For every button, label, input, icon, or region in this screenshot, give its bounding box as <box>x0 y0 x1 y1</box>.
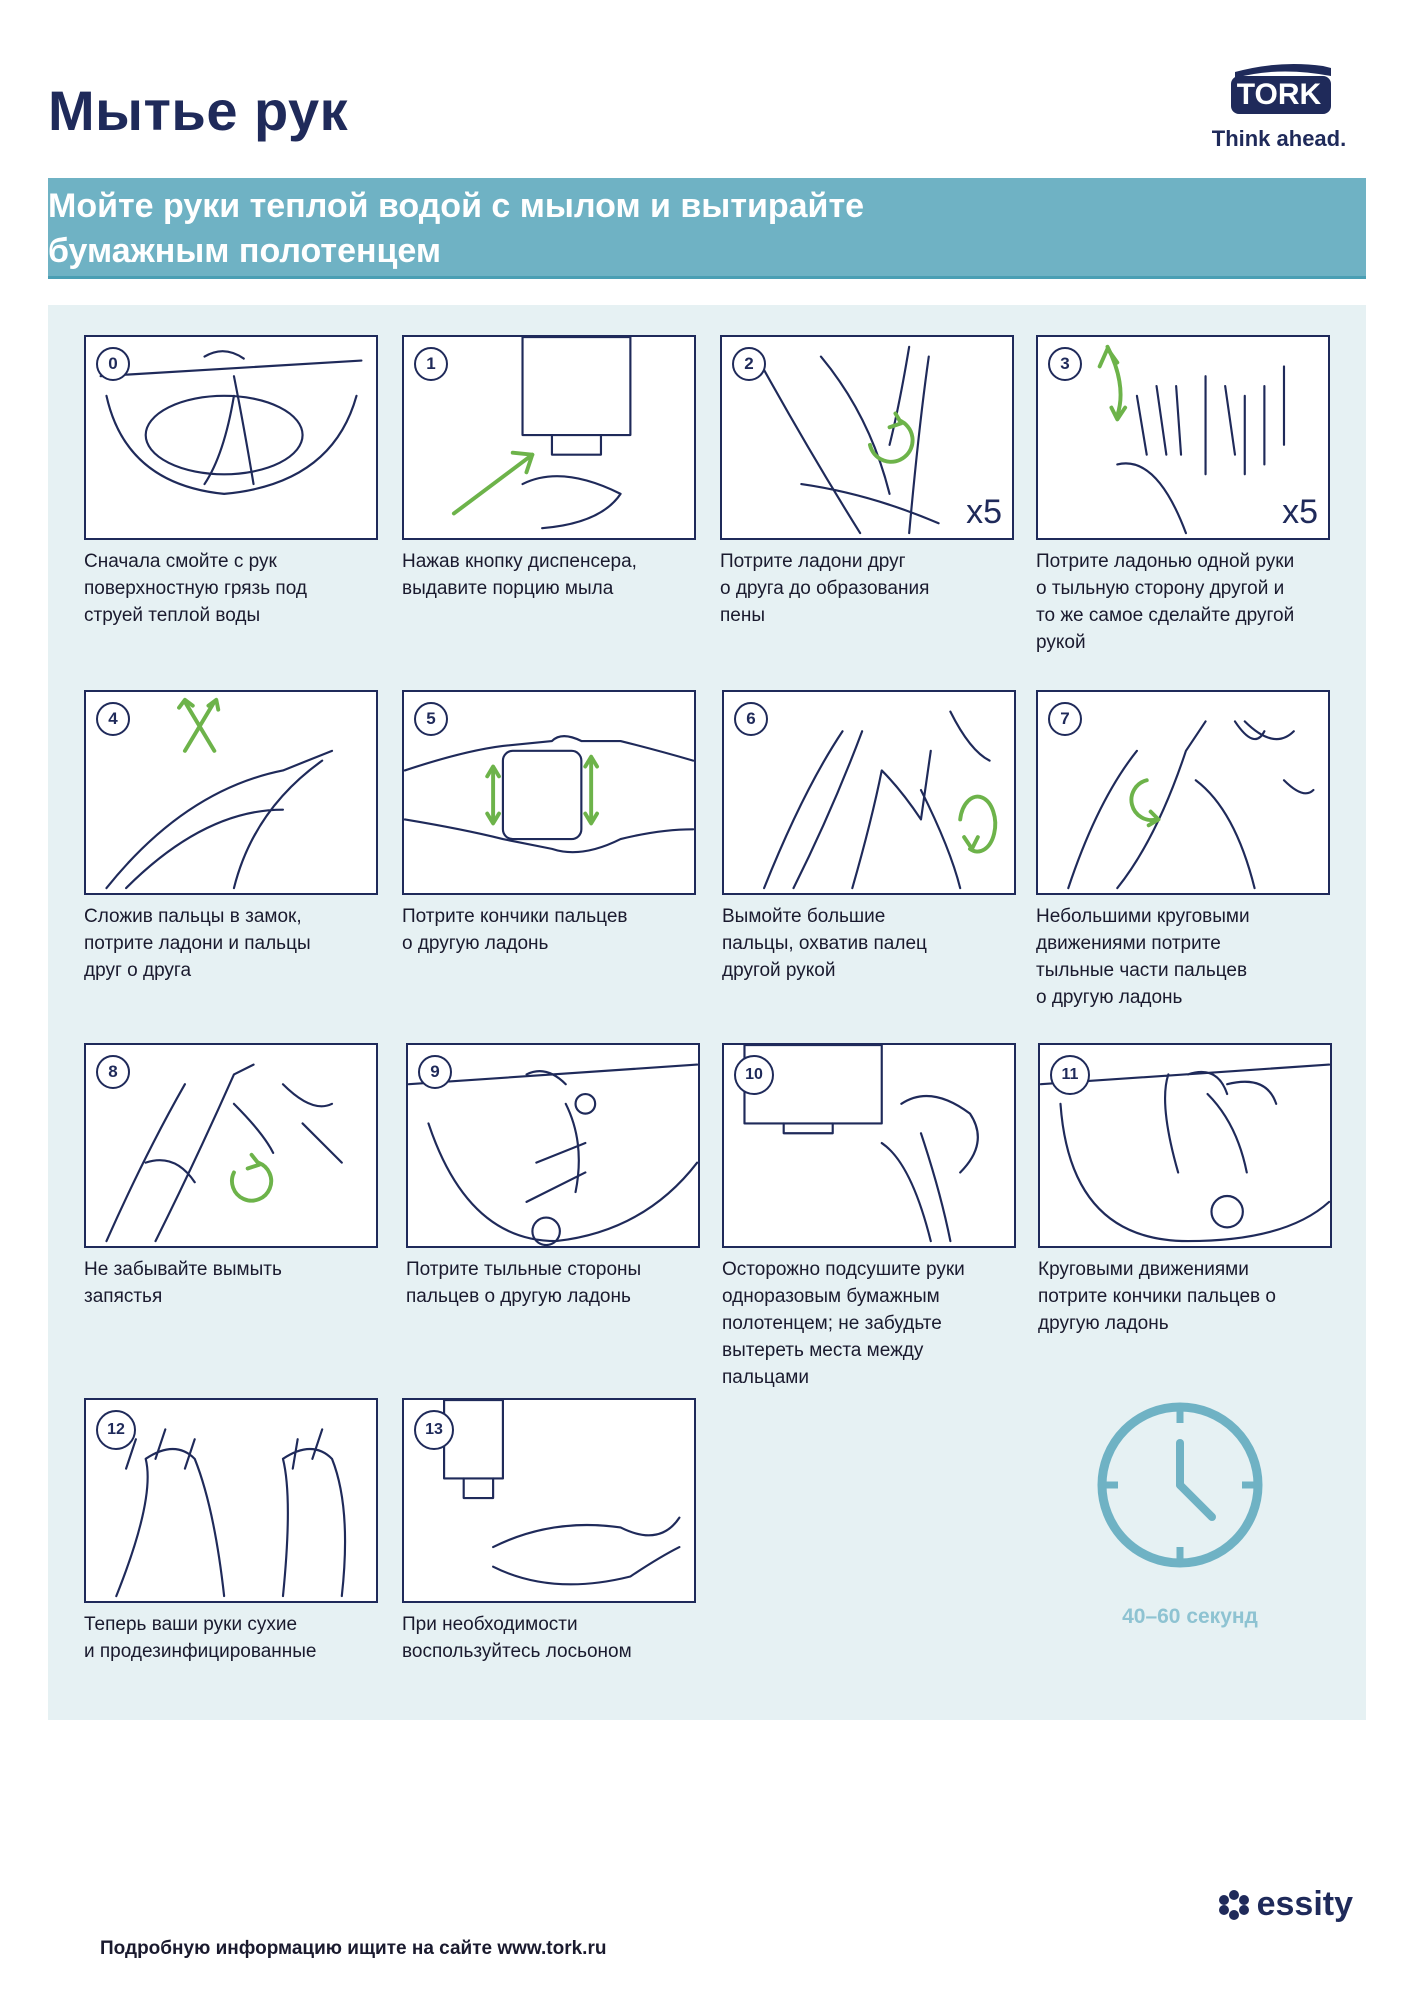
step-caption-line: Потрите кончики пальцев <box>402 906 628 927</box>
step-caption-line: пальцы, охватив палец <box>722 933 927 954</box>
step-illustration <box>84 335 378 540</box>
step-caption <box>84 1611 398 1665</box>
repeat-count: x5 <box>966 493 1002 531</box>
essity-logo <box>1217 1885 1353 1924</box>
step-caption-line: поверхностную грязь под <box>84 578 307 599</box>
step-caption <box>84 903 398 984</box>
essity-flower-icon <box>1217 1888 1251 1922</box>
step-caption-line: Сначала смойте с рук <box>84 551 277 572</box>
step-caption-line: пальцев о другую ладонь <box>406 1286 631 1307</box>
step-caption-line: Нажав кнопку диспенсера, <box>402 551 637 572</box>
page-title: Мытье рук <box>48 79 349 142</box>
step-caption <box>720 548 1034 629</box>
tork-logo <box>1199 58 1359 152</box>
step-number-badge: 10 <box>734 1055 774 1095</box>
step-caption <box>402 903 716 957</box>
step-caption-line: рукой <box>1036 632 1086 653</box>
step-number-badge: 12 <box>96 1410 136 1450</box>
step-caption-line: Осторожно подсушите руки <box>722 1259 965 1280</box>
step-caption-line: одноразовым бумажным <box>722 1286 940 1307</box>
step-caption-line: движениями потрите <box>1036 933 1221 954</box>
step-caption <box>402 1611 716 1665</box>
repeat-count: x5 <box>1282 493 1318 531</box>
tork-logo-text: TORK <box>1236 78 1322 111</box>
step-caption-line: о тыльную сторону другой и <box>1036 578 1285 599</box>
timer-label: 40–60 секунд <box>1122 1605 1258 1628</box>
step-number-badge: 8 <box>96 1055 130 1089</box>
step-caption-line: струей теплой воды <box>84 605 261 626</box>
step-caption <box>84 1256 398 1310</box>
brand-slogan: Think ahead. <box>1211 126 1347 151</box>
step-number-badge: 5 <box>414 702 448 736</box>
step-caption-line: полотенцем; не забудьте <box>722 1313 942 1334</box>
step-caption <box>84 548 398 629</box>
step-caption-line: пены <box>720 605 766 626</box>
step-number-badge: 0 <box>96 347 130 381</box>
step-caption <box>1036 903 1350 1011</box>
step-caption <box>722 903 1036 984</box>
step-illustration <box>406 1043 700 1248</box>
step-caption-line: Не забывайте вымыть <box>84 1259 282 1280</box>
clock-icon <box>1090 1395 1270 1575</box>
step-caption-line: тыльные части пальцев <box>1036 960 1248 981</box>
step-caption-line: вытереть места между <box>722 1340 924 1361</box>
step-caption-line: При необходимости <box>402 1614 578 1635</box>
step-caption <box>1036 548 1350 656</box>
step-number-badge: 7 <box>1048 702 1082 736</box>
step-illustration <box>84 1398 378 1603</box>
step-illustration <box>84 690 378 895</box>
step-caption-line: о другую ладонь <box>1036 987 1183 1008</box>
step-number-badge: 3 <box>1048 347 1082 381</box>
step-number-badge: 11 <box>1050 1055 1090 1095</box>
step-caption-line: о другую ладонь <box>402 933 549 954</box>
step-caption-line: Вымойте большие <box>722 906 886 927</box>
step-caption-line: пальцами <box>722 1367 809 1388</box>
step-caption-line: другую ладонь <box>1038 1313 1169 1334</box>
step-illustration <box>1036 690 1330 895</box>
step-caption-line: Сложив пальцы в замок, <box>84 906 302 927</box>
step-illustration <box>720 335 1014 540</box>
step-caption-line: о друга до образования <box>720 578 930 599</box>
step-number-badge: 9 <box>418 1055 452 1089</box>
step-caption-line: воспользуйтесь лосьоном <box>402 1641 632 1662</box>
step-illustration <box>1038 1043 1332 1248</box>
step-illustration <box>722 690 1016 895</box>
step-illustration <box>402 690 696 895</box>
step-caption-line: Теперь ваши руки сухие <box>84 1614 298 1635</box>
step-caption-line: потрите кончики пальцев о <box>1038 1286 1276 1307</box>
step-caption-line: потрите ладони и пальцы <box>84 933 311 954</box>
step-number-badge: 2 <box>732 347 766 381</box>
step-caption-line: Потрите ладони друг <box>720 551 906 572</box>
step-caption-line: Потрите ладонью одной руки <box>1036 551 1295 572</box>
step-number-badge: 6 <box>734 702 768 736</box>
step-caption-line: то же самое сделайте другой <box>1036 605 1295 626</box>
step-illustration <box>1036 335 1330 540</box>
step-number-badge: 13 <box>414 1410 454 1450</box>
step-caption-line: Небольшими круговыми <box>1036 906 1250 927</box>
step-caption-line: Круговыми движениями <box>1038 1259 1249 1280</box>
tork-badge <box>1215 58 1343 120</box>
step-caption-line: и продезинфицированные <box>84 1641 317 1662</box>
step-caption <box>1038 1256 1352 1337</box>
step-number-badge: 1 <box>414 347 448 381</box>
step-caption <box>402 548 716 602</box>
step-number-badge: 4 <box>96 702 130 736</box>
essity-logo-text: essity <box>1256 1885 1353 1923</box>
step-caption-line: другой рукой <box>722 960 836 981</box>
step-illustration <box>402 335 696 540</box>
instruction-banner <box>48 178 1366 279</box>
step-caption-line: выдавите порцию мыла <box>402 578 614 599</box>
step-caption <box>722 1256 1036 1391</box>
banner-line-2: бумажным полотенцем <box>48 232 442 270</box>
step-illustration <box>402 1398 696 1603</box>
step-caption-line: Потрите тыльные стороны <box>406 1259 642 1280</box>
step-caption-line: запястья <box>84 1286 163 1307</box>
step-caption-line: друг о друга <box>84 960 192 981</box>
footer-info: Подробную информацию ищите на сайте www.tork.ru <box>100 1938 607 1959</box>
step-caption <box>406 1256 720 1310</box>
step-illustration <box>84 1043 378 1248</box>
step-illustration <box>722 1043 1016 1248</box>
banner-line-1: Мойте руки теплой водой с мылом и вытирайте <box>48 187 865 225</box>
